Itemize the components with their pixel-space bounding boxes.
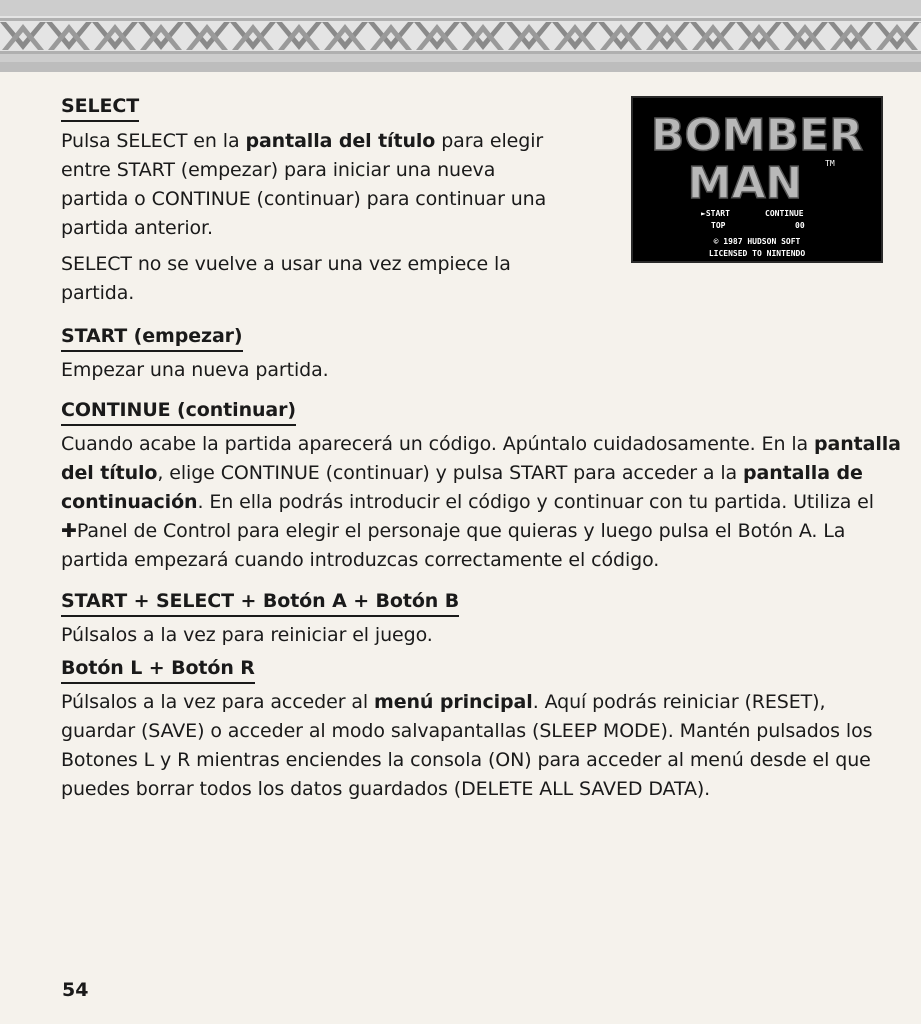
bold-term: pantalla de continuación <box>61 462 863 513</box>
select-paragraph-1 <box>61 127 566 243</box>
text-run: para elegir entre START (empezar) para iniciar una nueva partida o CONTINUE (continuar) para continuar una partida anterior. <box>61 130 547 239</box>
menu-continue: CONTINUE <box>765 209 804 218</box>
text-run: Púlsalos a la vez para acceder al <box>61 691 375 713</box>
menu-score: 00 <box>795 221 805 230</box>
section-lr <box>61 654 901 804</box>
text-run: Cuando acabe la partida aparecerá un código. Apúntalo cuidadosamente. En la <box>61 433 814 455</box>
decorative-header-band <box>0 0 921 72</box>
menu-start: ►START <box>701 209 730 218</box>
manual-content <box>61 92 901 804</box>
text-run: Pulsa SELECT en la <box>61 130 246 152</box>
license-line: LICENSED TO NINTENDO <box>708 249 806 258</box>
heading-continue: CONTINUE (continuar) <box>61 397 296 426</box>
trademark: TM <box>825 159 835 168</box>
zigzag-pattern <box>0 0 921 72</box>
heading-lr-buttons: Botón L + Botón R <box>61 655 255 684</box>
bold-term: menú principal <box>374 691 533 713</box>
text-run: , elige CONTINUE (continuar) y pulsa START para acceder a la <box>157 462 744 484</box>
bold-term: pantalla del título <box>245 130 436 152</box>
text-run: Panel de Control para elegir el personaje que quieras y luego pulsa el Botón A. La partida empezará cuando introduzcas correctamente el código. <box>61 520 846 571</box>
section-continue <box>61 396 901 575</box>
section-reset <box>61 587 901 650</box>
section-select <box>61 92 901 308</box>
page-number: 54 <box>62 979 89 1001</box>
heading-start: START (empezar) <box>61 323 243 352</box>
bold-term: pantalla del título <box>61 433 901 484</box>
continue-paragraph <box>61 430 901 575</box>
title-man: MAN <box>687 158 803 209</box>
title-bomber: BOMBER <box>650 110 864 161</box>
heading-select: SELECT <box>61 93 139 122</box>
menu-top: TOP <box>711 221 726 230</box>
lr-paragraph <box>61 688 901 804</box>
text-run: . Aquí podrás reiniciar (RESET), guardar (SAVE) o acceder al modo salvapantallas (SLEEP MODE). Mantén pulsados los Botones L y R mientras enciendes la consola (ON) para acceder al menú desde el que puedes borrar todos los datos guardados (DELETE ALL SAVED DATA). <box>61 691 873 800</box>
heading-reset-combo: START + SELECT + Botón A + Botón B <box>61 588 459 617</box>
start-paragraph: Empezar una nueva partida. <box>61 359 329 381</box>
section-start <box>61 322 901 385</box>
text-run: . En ella podrás introducir el código y continuar con tu partida. Utiliza el <box>197 491 874 513</box>
select-paragraph-2: SELECT no se vuelve a usar una vez empiece la partida. <box>61 253 511 304</box>
copyright-line: © 1987 HUDSON SOFT <box>713 237 801 246</box>
reset-paragraph: Púlsalos a la vez para reiniciar el juego. <box>61 624 433 646</box>
control-pad-icon: ✚ <box>61 520 77 542</box>
